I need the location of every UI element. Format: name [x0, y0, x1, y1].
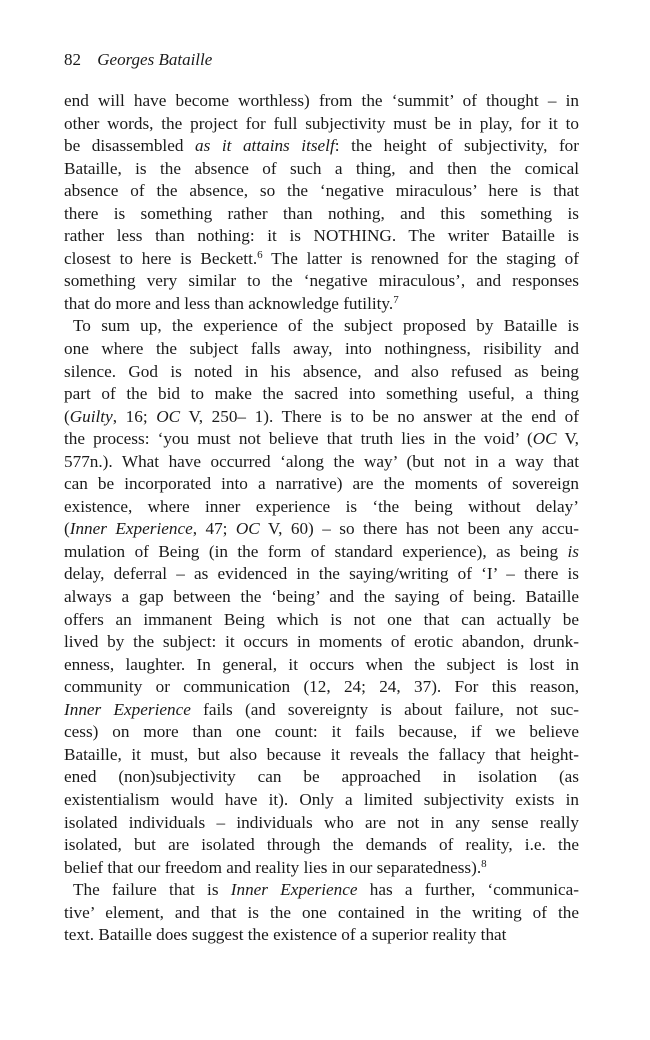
text-run: closest to here is Beckett.: [64, 248, 258, 268]
text-run: tive’ element, and that is the one contained in the writing of the: [64, 902, 579, 922]
italic-text: Inner Experience: [64, 699, 191, 719]
text-line: [64, 248, 579, 271]
text-run: V, 250– 1). There is to be no answer at the end of: [180, 406, 579, 426]
text-run: be disassembled: [64, 136, 195, 156]
text-run: rather less than nothing: it is NOTHING. The writer Bataille is: [64, 226, 579, 246]
text-line: [64, 721, 579, 744]
italic-text: is: [567, 541, 579, 561]
text-line: [64, 315, 579, 338]
text-line: [64, 789, 579, 812]
text-run: the process: ‘you must not believe that truth lies in the void’ (: [64, 429, 533, 449]
italic-text: OC: [532, 429, 557, 449]
footnote-marker: 6: [257, 248, 263, 261]
page-number: 82: [64, 50, 81, 69]
text-line: [64, 496, 579, 519]
text-run: Bataille, it must, but also because it reveals the fallacy that height-: [64, 744, 579, 764]
text-line: [64, 293, 579, 316]
text-line: [64, 631, 579, 654]
text-run: text. Bataille does suggest the existence of a superior reality that: [64, 925, 507, 945]
text-run: offers an immanent Being which is not one that can actually be: [64, 609, 579, 629]
text-line: [64, 857, 579, 880]
text-line: [64, 451, 579, 474]
text-run: V, 60) – so there has not been any accu-: [259, 519, 579, 539]
text-line: [64, 428, 579, 451]
text-line: [64, 270, 579, 293]
text-line: [64, 135, 579, 158]
text-run: lived by the subject: it occurs in moments of erotic abandon, drunk-: [64, 632, 579, 652]
text-line: [64, 383, 579, 406]
italic-text: Inner Experience: [230, 880, 358, 900]
text-line: [64, 518, 579, 541]
text-run: , 47;: [192, 519, 236, 539]
text-run: has a further, ‘communica-: [357, 880, 579, 900]
text-line: [64, 902, 579, 925]
text-line: [64, 90, 579, 113]
text-run: community or communication (12, 24; 24, 37). For this reason,: [64, 677, 579, 697]
text-line: [64, 203, 579, 226]
text-run: existentialism would have it). Only a limited subjectivity exists in: [64, 789, 579, 809]
text-line: [64, 180, 579, 203]
text-run: 577n.). What have occurred ‘along the way’ (but not in a way that: [64, 451, 579, 471]
text-run: , 16;: [112, 406, 157, 426]
text-line: [64, 812, 579, 835]
text-run: (: [64, 406, 70, 426]
text-run: isolated, but are isolated through the demands of reality, i.e. the: [64, 835, 579, 855]
text-run: Bataille, is the absence of such a thing, and then the comical: [64, 158, 579, 178]
text-run: V,: [556, 429, 579, 449]
text-line: [64, 338, 579, 361]
text-run: end will have become worthless) from the ‘summit’ of thought – in: [64, 91, 579, 110]
text-line: [64, 676, 579, 699]
text-line: [64, 361, 579, 384]
text-run: : the height of subjectivity, for: [334, 136, 579, 156]
text-line: [64, 158, 579, 181]
text-run: absence of the absence, so the ‘negative miraculous’ here is that: [64, 181, 579, 201]
text-run: there is something rather than nothing, and this something is: [64, 203, 579, 223]
text-line: [64, 541, 579, 564]
text-run: can be incorporated into a narrative) are the moments of sovereign: [64, 474, 579, 494]
text-line: [64, 586, 579, 609]
text-run: something very similar to the ‘negative miraculous’, and responses: [64, 271, 579, 291]
italic-text: OC: [235, 519, 260, 539]
text-line: [64, 225, 579, 248]
text-run: delay, deferral – as evidenced in the saying/writing of ‘I’ – there is: [64, 564, 579, 584]
text-run: part of the bid to make the sacred into something useful, a thing: [64, 384, 579, 404]
text-run: other words, the project for full subjectivity must be in play, for it to: [64, 113, 579, 133]
italic-text: Inner Experience: [69, 519, 193, 539]
italic-text: as it attains itself: [195, 136, 335, 156]
text-line: [64, 834, 579, 857]
page-header: [64, 50, 212, 70]
footnote-marker: 8: [481, 857, 487, 870]
text-run: one where the subject falls away, into nothingness, risibility and: [64, 339, 579, 359]
text-line: [64, 924, 579, 947]
text-line: [64, 654, 579, 677]
running-title: Georges Bataille: [97, 50, 213, 69]
text-line: [64, 113, 579, 136]
footnote-marker: 7: [393, 293, 399, 306]
text-run: To sum up, the experience of the subject proposed by Bataille is: [73, 316, 579, 336]
text-line: [64, 744, 579, 767]
text-run: that do more and less than acknowledge futility.: [64, 293, 394, 313]
text-run: silence. God is noted in his absence, and also refused as being: [64, 361, 579, 381]
text-run: isolated individuals – individuals who are not in any sense really: [64, 812, 579, 832]
text-run: (: [64, 519, 70, 539]
text-line: [64, 879, 579, 902]
text-line: [64, 609, 579, 632]
text-run: The latter is renowned for the staging of: [262, 248, 579, 268]
text-run: mulation of Being (in the form of standard experience), as being: [64, 541, 568, 561]
text-run: cess) on more than one count: it fails because, if we believe: [64, 722, 579, 742]
text-line: [64, 406, 579, 429]
italic-text: OC: [156, 406, 181, 426]
text-line: [64, 473, 579, 496]
body-text: [64, 90, 579, 947]
text-run: The failure that is: [73, 880, 231, 900]
text-run: fails (and sovereignty is about failure, not suc-: [190, 699, 579, 719]
text-run: enness, laughter. In general, it occurs when the subject is lost in: [64, 654, 579, 674]
text-run: ened (non)subjectivity can be approached in isolation (as: [64, 767, 579, 787]
italic-text: Guilty: [69, 406, 113, 426]
text-line: [64, 766, 579, 789]
text-line: [64, 563, 579, 586]
text-run: existence, where inner experience is ‘the being without delay’: [64, 496, 579, 516]
text-run: belief that our freedom and reality lies in our separatedness).: [64, 857, 482, 877]
text-run: always a gap between the ‘being’ and the saying of being. Bataille: [64, 587, 579, 607]
text-line: [64, 699, 579, 722]
